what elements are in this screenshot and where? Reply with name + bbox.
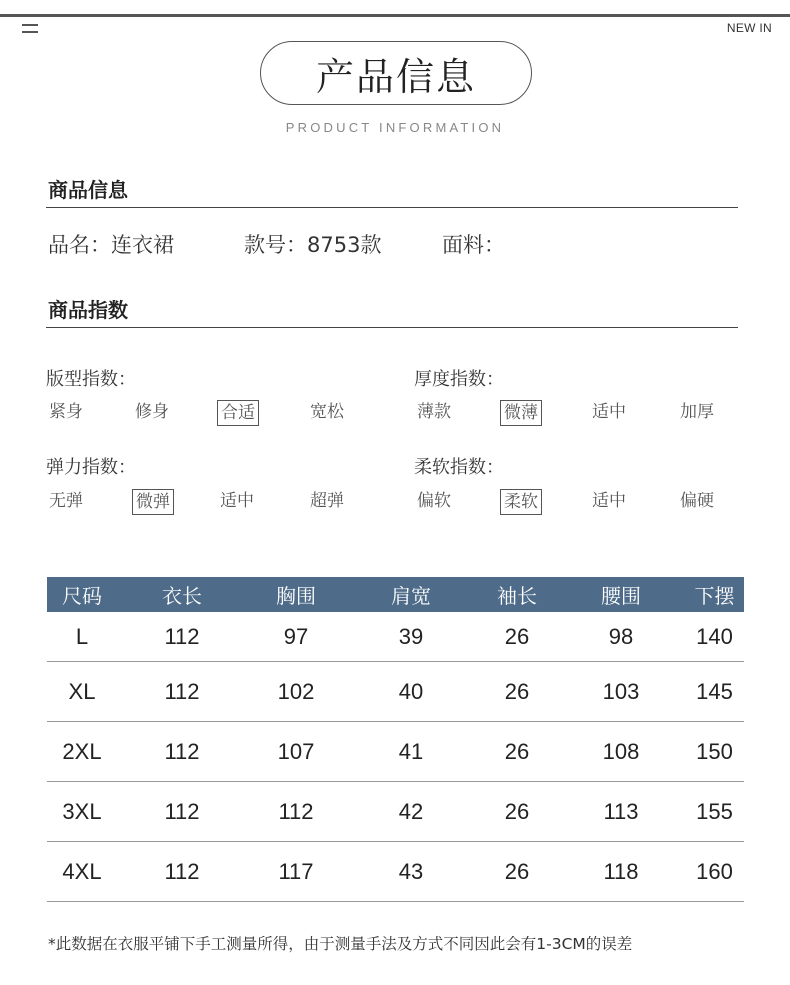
index-option: 宽松 bbox=[310, 402, 344, 422]
table-cell: XL bbox=[47, 662, 117, 722]
table-cell: 160 bbox=[685, 842, 744, 902]
column-header: 尺码 bbox=[47, 577, 117, 612]
table-cell: 26 bbox=[477, 662, 557, 722]
column-header: 衣长 bbox=[117, 577, 247, 612]
style-number: 款号：8753款 bbox=[244, 233, 382, 257]
measurement-note: *此数据在衣服平铺下手工测量所得，由于测量手法及方式不同因此会有1-3CM的误差 bbox=[48, 935, 633, 953]
index-option: 超弹 bbox=[310, 491, 344, 511]
index-option: 修身 bbox=[135, 402, 169, 422]
table-cell: 39 bbox=[345, 612, 477, 662]
size-table-header bbox=[47, 577, 744, 612]
table-row bbox=[47, 722, 744, 782]
product-info-heading: 商品信息 bbox=[48, 178, 128, 202]
new-in-label: NEW IN bbox=[726, 21, 772, 35]
index-option: 适中 bbox=[220, 491, 254, 511]
fabric: 面料： bbox=[442, 233, 505, 257]
table-cell: 98 bbox=[557, 612, 685, 662]
index-option: 紧身 bbox=[49, 402, 83, 422]
table-cell: 112 bbox=[117, 782, 247, 842]
index-option: 加厚 bbox=[680, 402, 714, 422]
table-cell: 26 bbox=[477, 782, 557, 842]
index-option: 偏硬 bbox=[680, 491, 714, 511]
table-cell: 41 bbox=[345, 722, 477, 782]
table-row bbox=[47, 842, 744, 902]
index-option-selected: 微薄 bbox=[500, 400, 542, 426]
table-cell: 117 bbox=[247, 842, 345, 902]
table-cell: 155 bbox=[685, 782, 744, 842]
table-cell: 113 bbox=[557, 782, 685, 842]
table-row bbox=[47, 612, 744, 662]
index-option: 薄款 bbox=[417, 402, 451, 422]
table-cell: L bbox=[47, 612, 117, 662]
table-cell: 112 bbox=[117, 662, 247, 722]
table-cell: 150 bbox=[685, 722, 744, 782]
table-cell: 3XL bbox=[47, 782, 117, 842]
table-cell: 26 bbox=[477, 842, 557, 902]
index-label: 弹力指数： bbox=[46, 457, 136, 478]
column-header: 袖长 bbox=[477, 577, 557, 612]
index-option-selected: 微弹 bbox=[132, 489, 174, 515]
table-cell: 26 bbox=[477, 722, 557, 782]
table-cell: 112 bbox=[117, 842, 247, 902]
table-cell: 108 bbox=[557, 722, 685, 782]
table-cell: 4XL bbox=[47, 842, 117, 902]
index-label: 版型指数： bbox=[46, 369, 136, 390]
table-cell: 40 bbox=[345, 662, 477, 722]
table-row bbox=[47, 782, 744, 842]
index-option: 适中 bbox=[592, 491, 626, 511]
table-cell: 118 bbox=[557, 842, 685, 902]
menu-icon[interactable] bbox=[22, 24, 38, 34]
divider bbox=[46, 327, 738, 328]
product-index-heading: 商品指数 bbox=[48, 298, 128, 322]
divider bbox=[46, 207, 738, 208]
table-cell: 145 bbox=[685, 662, 744, 722]
column-header: 下摆 bbox=[685, 577, 744, 612]
index-option-selected: 合适 bbox=[217, 400, 259, 426]
index-option-selected: 柔软 bbox=[500, 489, 542, 515]
column-header: 腰围 bbox=[557, 577, 685, 612]
product-name: 品名：连衣裙 bbox=[48, 233, 174, 257]
page-subtitle: PRODUCT INFORMATION bbox=[285, 120, 505, 135]
table-cell: 112 bbox=[247, 782, 345, 842]
table-cell: 43 bbox=[345, 842, 477, 902]
table-cell: 103 bbox=[557, 662, 685, 722]
size-table bbox=[47, 577, 744, 902]
table-row bbox=[47, 662, 744, 722]
table-cell: 102 bbox=[247, 662, 345, 722]
index-option: 适中 bbox=[592, 402, 626, 422]
table-cell: 97 bbox=[247, 612, 345, 662]
index-option: 无弹 bbox=[49, 491, 83, 511]
table-cell: 42 bbox=[345, 782, 477, 842]
index-option: 偏软 bbox=[417, 491, 451, 511]
table-cell: 112 bbox=[117, 612, 247, 662]
top-border bbox=[0, 0, 790, 17]
table-cell: 112 bbox=[117, 722, 247, 782]
index-label: 柔软指数： bbox=[414, 457, 504, 478]
table-cell: 140 bbox=[685, 612, 744, 662]
table-cell: 107 bbox=[247, 722, 345, 782]
table-cell: 26 bbox=[477, 612, 557, 662]
table-cell: 2XL bbox=[47, 722, 117, 782]
column-header: 肩宽 bbox=[345, 577, 477, 612]
index-label: 厚度指数： bbox=[414, 369, 504, 390]
page-title: 产品信息 bbox=[260, 41, 532, 105]
column-header: 胸围 bbox=[247, 577, 345, 612]
